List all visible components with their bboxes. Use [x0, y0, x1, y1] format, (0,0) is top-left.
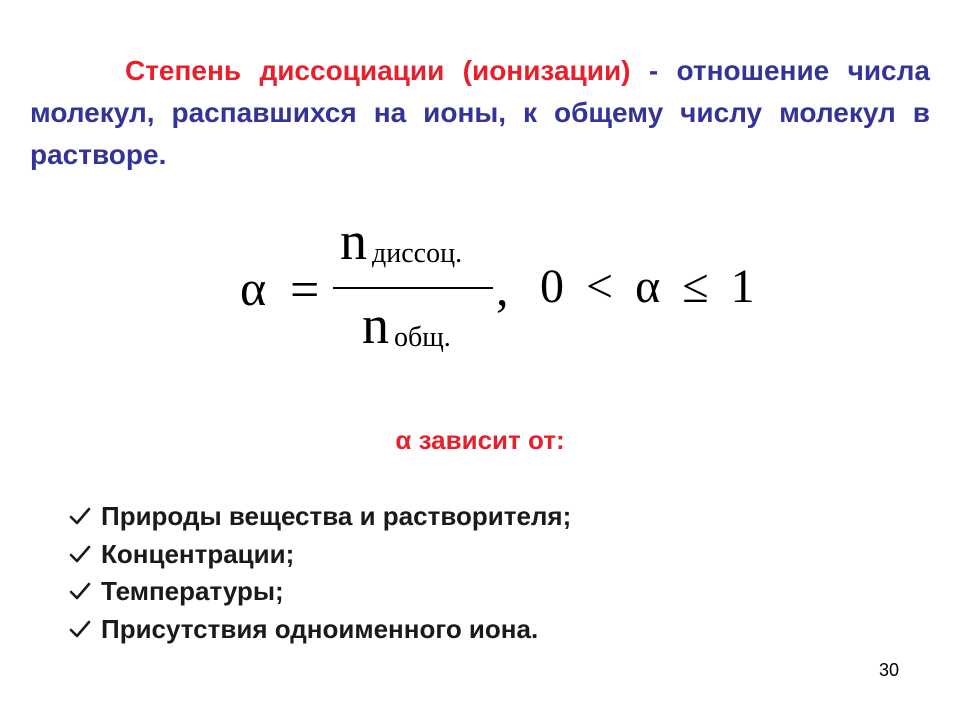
formula-denominator-subscript: общ.	[394, 322, 451, 353]
dissociation-degree-formula	[240, 212, 760, 372]
factor-label: Присутствия одноименного иона.	[101, 613, 539, 644]
formula-equals-sign: =	[290, 262, 320, 319]
factor-list	[68, 498, 571, 648]
factor-item	[68, 536, 571, 574]
factor-label: Природы вещества и растворителя;	[101, 501, 572, 531]
definition-term: Степень диссоциации (ионизации)	[125, 55, 631, 86]
factor-item	[68, 611, 571, 649]
factor-label: Концентрации;	[101, 538, 295, 569]
page-number: 30	[878, 660, 899, 680]
checkmark-icon	[68, 504, 92, 528]
checkmark-icon	[68, 617, 92, 641]
formula-separator: ,	[496, 260, 509, 316]
factor-item	[68, 498, 571, 536]
formula-denominator-symbol: n	[362, 295, 389, 355]
factor-item	[68, 573, 571, 611]
definition-body: - отношение числа молекул, распавшихся на ионы, к общему числу молекул в растворе.	[30, 55, 930, 170]
formula-alpha: α	[240, 260, 267, 316]
factor-label: Температуры;	[101, 576, 284, 606]
definition-text	[30, 50, 930, 176]
formula-numerator-symbol: n	[340, 211, 367, 271]
formula-numerator-subscript: диссоц.	[372, 238, 463, 269]
checkmark-icon	[68, 542, 92, 566]
formula-condition: 0 < α ≤ 1	[540, 260, 755, 313]
formula-fraction-bar	[333, 287, 493, 289]
checkmark-icon	[68, 579, 92, 603]
factors-title: α зависит от:	[395, 425, 565, 455]
